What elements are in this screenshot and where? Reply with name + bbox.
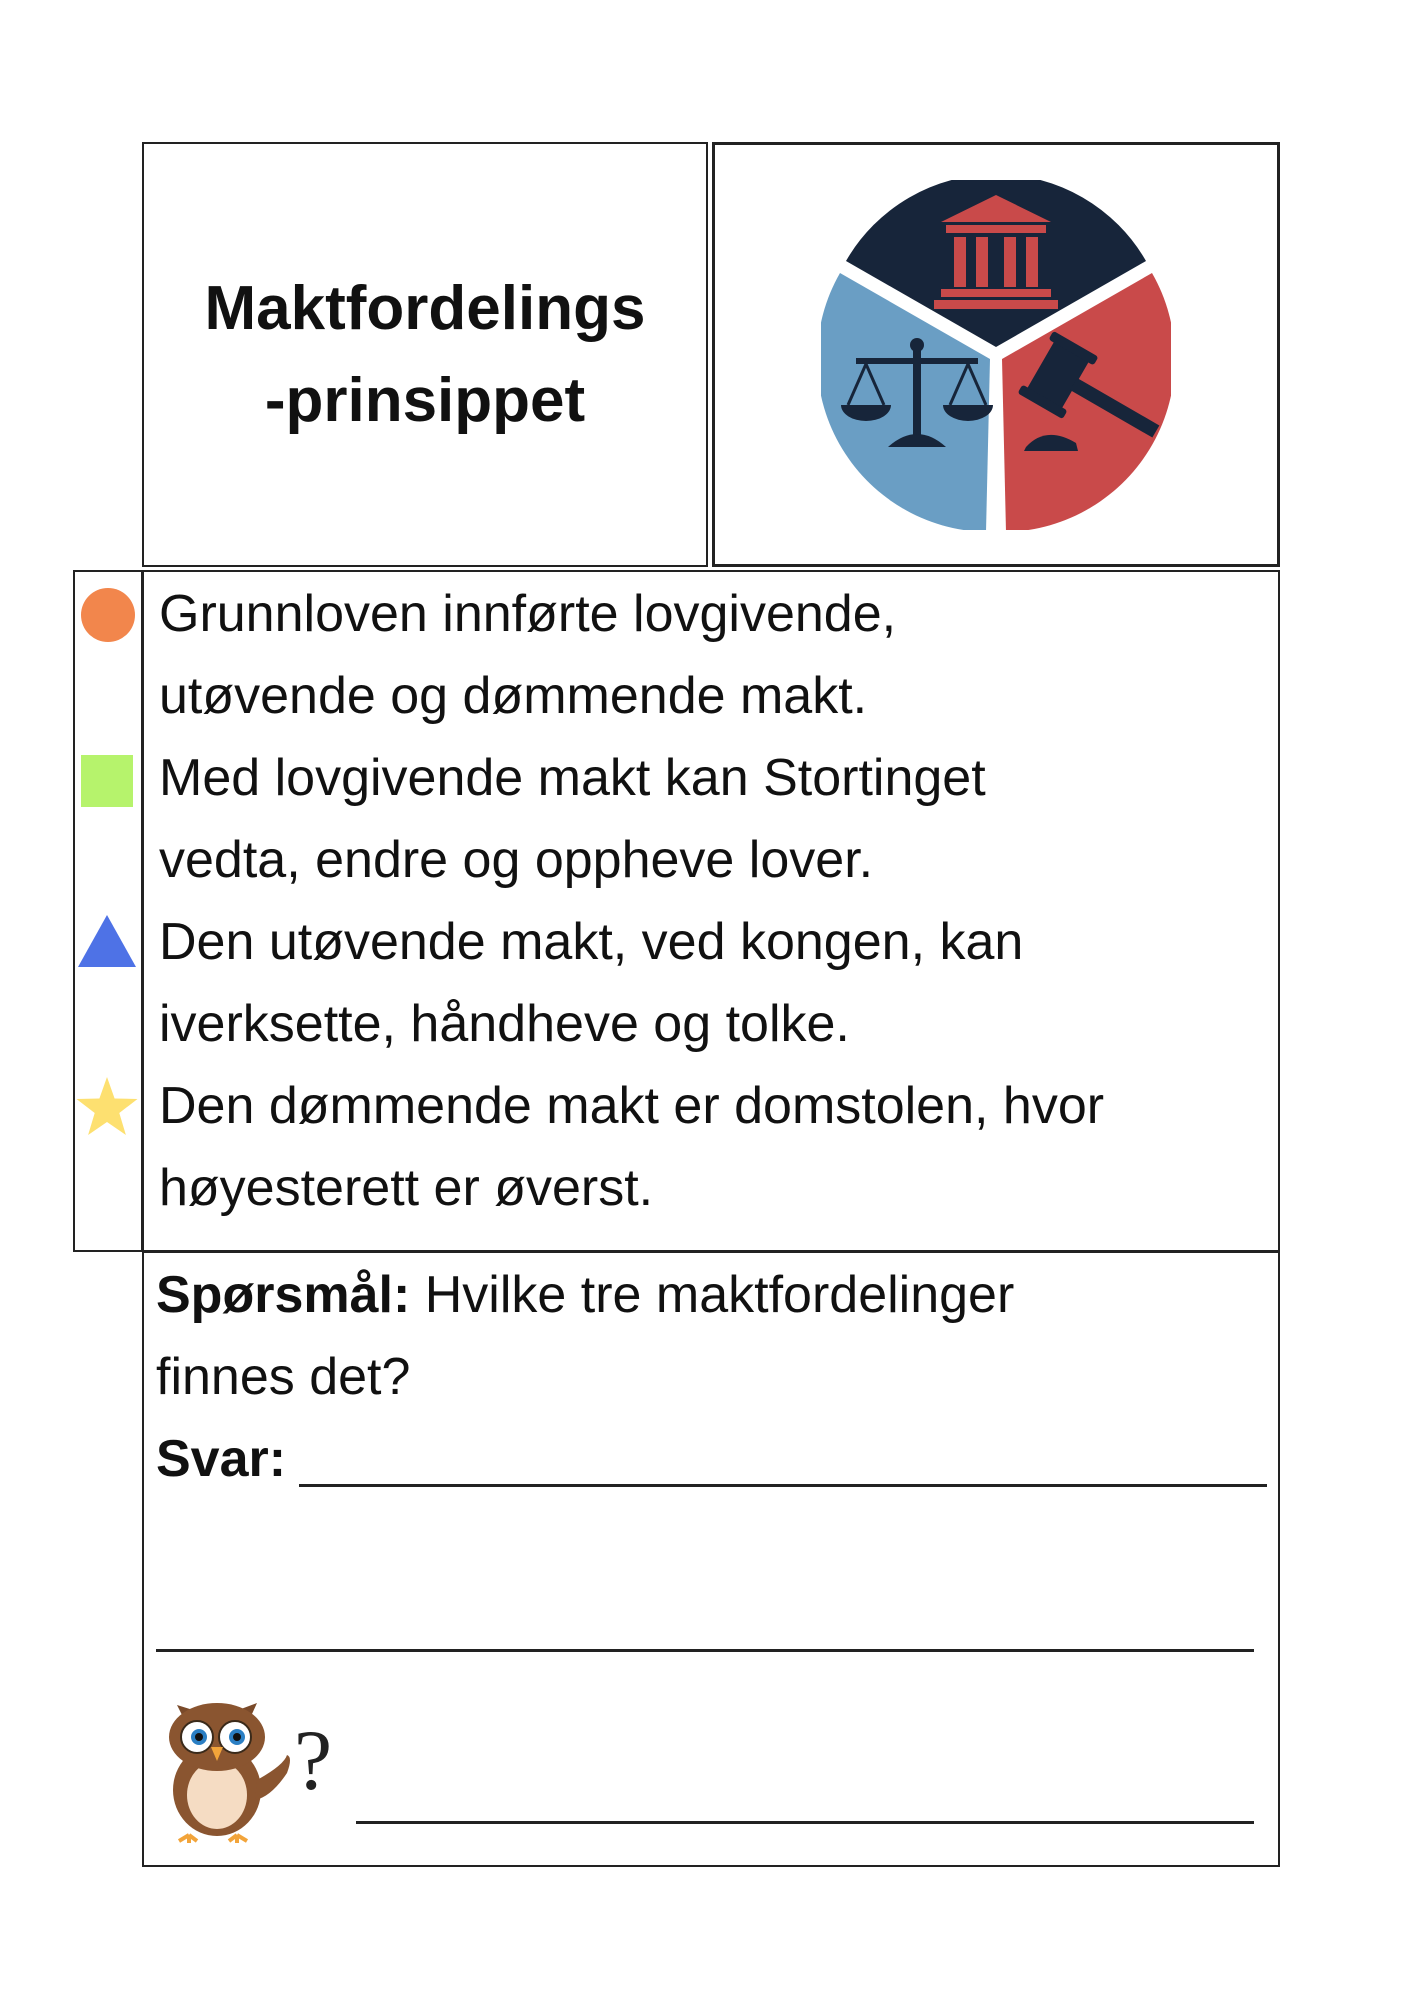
orange-circle-icon bbox=[80, 587, 136, 643]
green-square-icon bbox=[81, 755, 133, 807]
question-line-1 bbox=[156, 1254, 1014, 1336]
title-line-2: -prinsippet bbox=[264, 365, 586, 435]
blue-triangle-icon bbox=[78, 915, 136, 967]
fact-2-line-1: Med lovgivende makt kan Stortinget bbox=[159, 749, 986, 807]
fact-3-line-2: iverksette, håndheve og tolke. bbox=[159, 995, 850, 1053]
answer-rule-1[interactable] bbox=[299, 1484, 1267, 1487]
answer-label: Svar: bbox=[156, 1430, 287, 1488]
fact-3 bbox=[159, 901, 1269, 1065]
answer-rule-2[interactable] bbox=[156, 1649, 1254, 1652]
title-cell bbox=[142, 142, 708, 567]
fact-3-line-1: Den utøvende makt, ved kongen, kan bbox=[159, 913, 1024, 971]
fact-4-line-2: høyesterett er øverst. bbox=[159, 1159, 654, 1217]
title-line-1: Maktfordelings bbox=[204, 273, 646, 343]
separation-of-powers-icon bbox=[821, 180, 1171, 530]
question-cell bbox=[142, 1251, 1280, 1867]
question-label: Spørsmål: bbox=[156, 1266, 411, 1324]
page-title bbox=[205, 263, 646, 447]
owl-icon bbox=[159, 1685, 299, 1845]
question-mark: ? bbox=[294, 1712, 333, 1808]
fact-1-line-2: utøvende og dømmende makt. bbox=[159, 667, 868, 725]
facts-cell bbox=[142, 570, 1280, 1252]
fact-1-line-1: Grunnloven innførte lovgivende, bbox=[159, 585, 897, 643]
marker-column bbox=[73, 570, 143, 1252]
yellow-star-icon bbox=[76, 1077, 138, 1137]
answer-rule-3[interactable] bbox=[356, 1821, 1254, 1824]
fact-4-line-1: Den dømmende makt er domstolen, hvor bbox=[159, 1077, 1105, 1135]
fact-1 bbox=[159, 573, 1269, 737]
logo-cell bbox=[712, 142, 1280, 567]
fact-2 bbox=[159, 737, 1269, 901]
fact-2-line-2: vedta, endre og oppheve lover. bbox=[159, 831, 874, 889]
question-text-1: Hvilke tre maktfordelinger bbox=[410, 1266, 1015, 1324]
answer-line bbox=[156, 1418, 286, 1500]
question-text-2: finnes det? bbox=[156, 1348, 411, 1406]
fact-4 bbox=[159, 1065, 1269, 1229]
